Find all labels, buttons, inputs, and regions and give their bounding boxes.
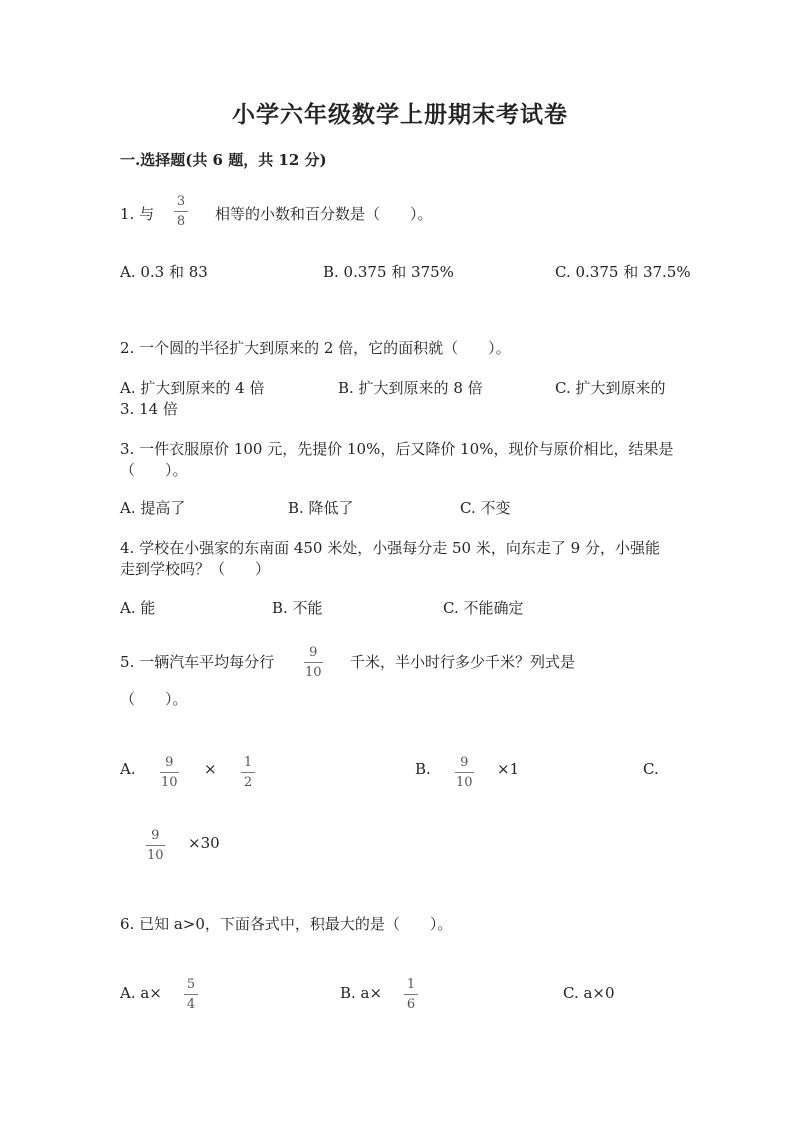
question-4-option-a: A. 能 (120, 599, 156, 617)
fraction-bar (184, 994, 198, 995)
question-5-prefix: 5. 一辆汽车平均每分行 (120, 653, 275, 671)
question-6-option-b-label: B. a× (340, 984, 383, 1002)
fraction-numerator: 5 (186, 977, 196, 992)
question-1-option-c: C. 0.375 和 37.5% (555, 263, 691, 281)
fraction-bar (160, 772, 179, 773)
fraction-bar (146, 845, 165, 846)
question-6-option-a-fraction (184, 977, 198, 1012)
question-5-line-2: （ ）。 (120, 690, 188, 708)
question-6-option-a-label: A. a× (120, 984, 162, 1002)
fraction-denominator: 8 (176, 214, 186, 229)
question-1-option-b: B. 0.375 和 375% (323, 263, 454, 281)
question-5-option-b-label: B. (415, 760, 431, 778)
question-4-option-c: C. 不能确定 (443, 599, 524, 617)
question-2-option-a: A. 扩大到原来的 4 倍 (120, 379, 265, 397)
fraction-denominator: 6 (406, 997, 416, 1012)
question-1-fraction (174, 194, 188, 229)
fraction-numerator: 9 (309, 645, 318, 660)
question-5-option-b-tail: ×1 (497, 760, 520, 778)
fraction-numerator: 1 (406, 977, 416, 992)
fraction-bar (455, 772, 474, 773)
fraction-numerator: 9 (165, 755, 174, 770)
question-1-prefix: 1. 与 (120, 205, 155, 223)
fraction-bar (241, 772, 255, 773)
question-5-option-b-fraction (455, 755, 474, 790)
question-2-option-c: C. 扩大到原来的 (555, 379, 666, 397)
fraction-denominator: 10 (305, 665, 322, 680)
question-4-line-1: 4. 学校在小强家的东南面 450 米处，小强每分走 50 米，向东走了 9 分，小强能 (120, 539, 660, 557)
question-5-option-a-fraction-2 (241, 755, 255, 790)
section-heading: 一.选择题(共 6 题，共 12 分) (120, 151, 327, 169)
question-5-fraction (304, 645, 323, 680)
question-6-option-c: C. a×0 (563, 984, 615, 1002)
question-3-line-2: （ ）。 (120, 461, 188, 479)
question-2-option-b: B. 扩大到原来的 8 倍 (338, 379, 483, 397)
page-title: 小学六年级数学上册期末考试卷 (232, 101, 568, 128)
fraction-bar (404, 994, 418, 995)
fraction-numerator: 1 (243, 755, 253, 770)
question-3-option-a: A. 提高了 (120, 499, 186, 517)
question-5-option-c-fraction (146, 828, 165, 863)
question-6-option-b-fraction (404, 977, 418, 1012)
question-3-option-c: C. 不变 (460, 499, 511, 517)
question-3-option-b: B. 降低了 (288, 499, 354, 517)
fraction-bar (304, 662, 323, 663)
question-4-option-b: B. 不能 (272, 599, 323, 617)
question-4-line-2: 走到学校吗？（ ） (120, 560, 271, 578)
fraction-numerator: 3 (176, 194, 186, 209)
question-6-text: 6. 已知 a>0，下面各式中，积最大的是（ ）。 (120, 915, 453, 933)
question-1-suffix: 相等的小数和百分数是（ ）。 (215, 205, 433, 223)
question-5-suffix: 千米，半小时行多少千米？列式是 (350, 653, 576, 671)
fraction-denominator: 10 (456, 775, 473, 790)
fraction-denominator: 10 (147, 848, 164, 863)
question-2-option-c-continued: 3. 14 倍 (120, 400, 178, 418)
question-1-option-a: A. 0.3 和 83 (120, 263, 208, 281)
question-5-option-a-operator: × (204, 760, 217, 778)
fraction-numerator: 9 (151, 828, 160, 843)
fraction-denominator: 10 (161, 775, 178, 790)
fraction-denominator: 2 (243, 775, 253, 790)
question-3-line-1: 3. 一件衣服原价 100 元，先提价 10%，后又降价 10%，现价与原价相比，结果是 (120, 440, 674, 458)
question-5-option-a-label: A. (120, 760, 136, 778)
fraction-numerator: 9 (460, 755, 469, 770)
question-5-option-c-label: C. (643, 760, 659, 778)
question-5-option-c-tail: ×30 (188, 834, 220, 852)
question-2-text: 2. 一个圆的半径扩大到原来的 2 倍，它的面积就（ ）。 (120, 339, 511, 357)
fraction-denominator: 4 (186, 997, 196, 1012)
fraction-bar (174, 211, 188, 212)
question-5-option-a-fraction-1 (160, 755, 179, 790)
